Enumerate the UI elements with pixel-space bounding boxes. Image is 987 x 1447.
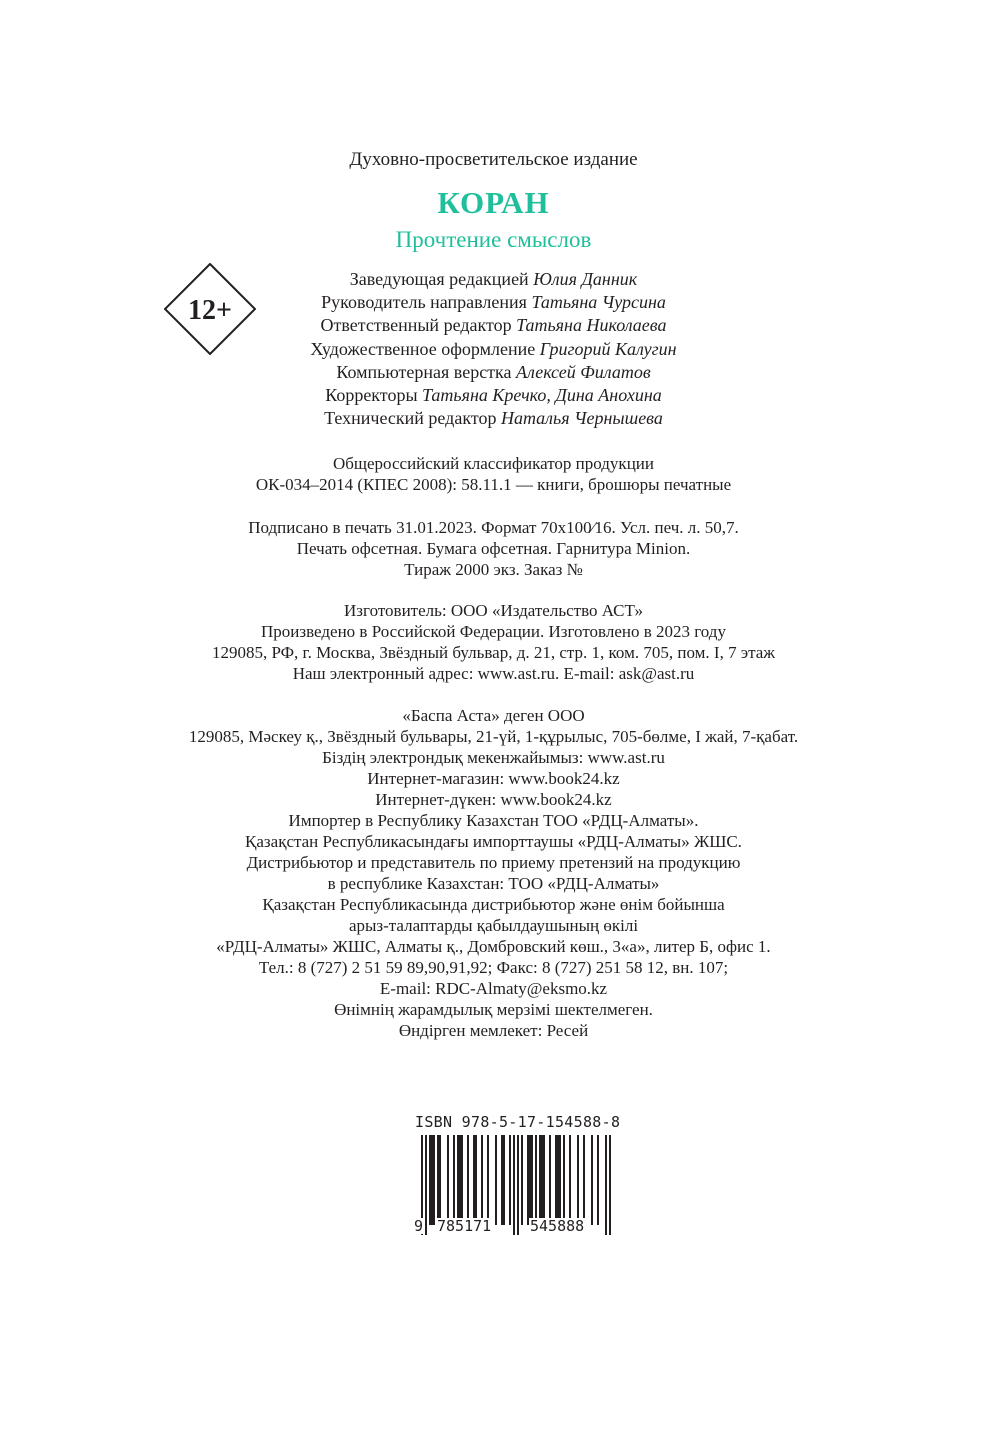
barcode-bar — [453, 1135, 455, 1225]
credit-line — [0, 338, 987, 361]
kz-line: Өнімнің жарамдылық мерзімі шектелмеген. — [334, 1000, 653, 1019]
kz-line: в республике Казахстан: ТОО «РДЦ-Алматы» — [327, 874, 660, 893]
barcode-bar — [531, 1135, 533, 1225]
kz-line: Қазақстан Республикасындағы импорттаушы «РДЦ-Алматы» ЖШС. — [245, 832, 742, 851]
barcode-bar — [429, 1135, 431, 1225]
credit-name: Наталья Чернышева — [500, 408, 663, 429]
kz-line: Біздің электрондық мекенжайымыз: www.ast.ru — [322, 748, 665, 767]
kz-line: 129085, Мәскеу қ., Звёздный бульвары, 21-үй, 1-құрылыс, 705-бөлме, I жай, 7-қабат. — [188, 727, 799, 746]
barcode-digits-left: 785171 — [437, 1217, 492, 1235]
isbn-label: ISBN 978-5-17-154588-8 — [415, 1113, 621, 1131]
kz-line: Дистрибьютор и представитель по приему претензий на продукцию — [246, 853, 741, 872]
kz-line: Қазақстан Республикасында дистрибьютор және өнім бойынша — [262, 895, 725, 914]
isbn-barcode-block — [415, 1113, 625, 1233]
classifier-line: Общероссийский классификатор продукции — [333, 454, 654, 473]
credit-line — [0, 291, 987, 314]
manufacturer-block — [0, 600, 987, 684]
credits-block — [0, 268, 987, 430]
credit-role: Заведующая редакцией — [349, 269, 529, 289]
book-subtitle: Прочтение смыслов — [395, 227, 592, 252]
credit-role: Ответственный редактор — [320, 315, 512, 336]
barcode-bar — [559, 1135, 561, 1225]
print-info-line: Печать офсетная. Бумага офсетная. Гарнитура Minion. — [296, 539, 691, 558]
barcode-digit-first: 9 — [414, 1217, 424, 1235]
barcode-bar — [475, 1135, 477, 1225]
barcode-bar — [439, 1135, 441, 1225]
barcode-bar — [433, 1135, 435, 1225]
barcode-bar — [605, 1135, 607, 1235]
barcode-bar — [513, 1135, 515, 1235]
kz-line: Интернет-магазин: www.book24.kz — [367, 769, 620, 788]
kz-line: «Баспа Аста» деген ООО — [402, 706, 585, 725]
barcode-bar — [457, 1135, 459, 1225]
barcode-bar — [543, 1135, 545, 1225]
kz-line: E-mail: RDC-Almaty@eksmo.kz — [379, 979, 608, 998]
kazakhstan-info-block — [0, 705, 987, 1041]
kz-line: арыз-талаптарды қабылдаушының өкілі — [348, 916, 639, 935]
barcode-bar — [569, 1135, 571, 1225]
credit-line — [0, 268, 987, 291]
barcode-bar — [473, 1135, 475, 1225]
print-info-block — [0, 517, 987, 580]
credit-role: Корректоры — [325, 385, 418, 406]
barcode-bar — [609, 1135, 611, 1235]
age-rating-text: 12+ — [188, 295, 232, 326]
barcode-bar — [529, 1135, 531, 1225]
barcode-bar — [577, 1135, 579, 1225]
barcode-bar — [541, 1135, 543, 1225]
credit-name: Юлия Данник — [533, 269, 638, 289]
kz-line: Интернет-дүкен: www.book24.kz — [375, 790, 612, 809]
barcode-bar — [459, 1135, 461, 1225]
barcode-bar — [521, 1135, 523, 1225]
credit-role: Технический редактор — [324, 408, 497, 429]
barcode-bar — [563, 1135, 565, 1225]
barcode-bar — [437, 1135, 439, 1225]
barcode-bar — [461, 1135, 463, 1225]
barcode-bar — [467, 1135, 469, 1225]
manufacturer-line: Изготовитель: ООО «Издательство АСТ» — [344, 601, 643, 620]
barcode-bar — [549, 1135, 551, 1225]
barcode-bar — [509, 1135, 511, 1225]
print-info-line: Подписано в печать 31.01.2023. Формат 70x100⁄16. Усл. печ. л. 50,7. — [248, 518, 739, 537]
credit-line — [0, 407, 987, 430]
kz-line: «РДЦ-Алматы» ЖШС, Алматы қ., Домбровский көш., 3«а», литер Б, офис 1. — [216, 937, 771, 956]
credit-role: Художественное оформление — [310, 338, 536, 359]
print-info-line: Тираж 2000 экз. Заказ № — [404, 560, 583, 579]
barcode-bar — [447, 1135, 449, 1225]
barcode-bar — [495, 1135, 497, 1225]
credit-line — [0, 361, 987, 384]
barcode-bar — [481, 1135, 483, 1225]
barcode-bar — [597, 1135, 599, 1225]
credit-name: Татьяна Николаева — [516, 315, 667, 336]
barcode-bar — [517, 1135, 519, 1235]
credit-role: Руководитель направления — [321, 292, 527, 313]
manufacturer-line: Наш электронный адрес: www.ast.ru. E-mail: ask@ast.ru — [292, 664, 695, 683]
barcode-bar — [591, 1135, 593, 1225]
barcode-bar — [535, 1135, 537, 1225]
credit-name: Татьяна Кречко, Дина Анохина — [422, 385, 662, 406]
barcode-bar — [503, 1135, 505, 1225]
barcode-bar — [487, 1135, 489, 1225]
barcode-bar — [425, 1135, 427, 1235]
kz-line: Импортер в Республику Казахстан ТОО «РДЦ-Алматы». — [288, 811, 699, 830]
barcode-bar — [555, 1135, 557, 1225]
barcode-bar — [539, 1135, 541, 1225]
barcode-bar — [527, 1135, 529, 1225]
manufacturer-line: Произведено в Российской Федерации. Изготовлено в 2023 году — [261, 622, 726, 641]
classifier-line: ОК-034–2014 (КПЕС 2008): 58.11.1 — книги, брошюры печатные — [255, 475, 732, 494]
kz-line: Тел.: 8 (727) 2 51 59 89,90,91,92; Факс: 8 (727) 251 58 12, вн. 107; — [258, 958, 729, 977]
barcode-bar — [557, 1135, 559, 1225]
credit-line — [0, 384, 987, 407]
credit-role: Компьютерная верстка — [336, 361, 512, 382]
barcode-bar — [583, 1135, 585, 1225]
classifier-block — [0, 453, 987, 495]
kz-line: Өндірген мемлекет: Ресей — [398, 1021, 589, 1040]
publication-subject: Духовно-просветительское издание — [349, 149, 638, 170]
barcode-bar — [431, 1135, 433, 1225]
manufacturer-line: 129085, РФ, г. Москва, Звёздный бульвар, д. 21, стр. 1, ком. 705, пом. I, 7 этаж — [211, 643, 776, 662]
credit-name: Алексей Филатов — [516, 361, 651, 382]
credit-name: Татьяна Чурсина — [531, 292, 666, 313]
credit-line — [0, 314, 987, 337]
barcode-digits-right: 545888 — [530, 1217, 585, 1235]
barcode-bar — [501, 1135, 503, 1225]
book-title: КОРАН — [437, 185, 550, 220]
credit-name: Григорий Калугин — [539, 338, 677, 359]
